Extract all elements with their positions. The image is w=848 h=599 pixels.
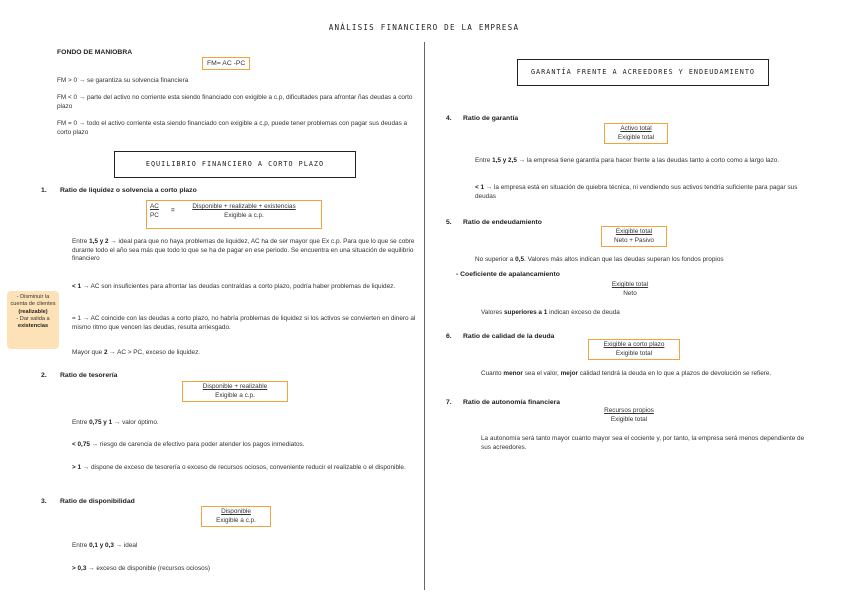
r5-sub-formula — [590, 281, 670, 298]
r4-den: Exigible total — [617, 133, 655, 141]
r1-equals: = — [171, 207, 175, 214]
r7-num: Recursos propios — [604, 407, 654, 414]
r1-number: 1. — [41, 187, 47, 194]
r4-num: Activo total — [620, 125, 652, 132]
r1-den: Exigible a c.p. — [224, 211, 264, 219]
r1-pc: PC — [150, 211, 159, 219]
r2-heading: Ratio de tesorería — [60, 372, 118, 379]
r2-den: Exigible a c.p. — [215, 391, 255, 399]
r4-p2: < 1 → la empresa está en situación de quiebra técnica, ni vendiendo sus activos tendría suficiente para pagar sus deudas — [475, 184, 798, 200]
r5-sub-num: Exigible total — [611, 281, 649, 288]
column-divider — [424, 42, 425, 590]
r2-formula-box — [182, 381, 288, 402]
r3-den: Exigible a c.p. — [216, 516, 256, 524]
r1-p4: Mayor que 2 → AC > PC, exceso de liquidez. — [72, 349, 201, 356]
fondo-line-2: FM < 0 → parte del activo no corriente esta siendo financiado con exigible a c.p, dificultades para afrontar ñas deudas a corto plazo — [57, 94, 413, 110]
fondo-formula: FM= AC -PC — [202, 57, 250, 70]
r6-heading: Ratio de calidad de la deuda — [463, 333, 555, 340]
r5-num: Exigible total — [615, 228, 653, 235]
page-title: ANÁLISIS FINANCIERO DE LA EMPRESA — [328, 23, 520, 32]
r6-number: 6. — [446, 333, 452, 340]
r3-p2: > 0,3 → exceso de disponible (recursos ociosos) — [72, 565, 211, 572]
r6-num: Exigible a corto plazo — [603, 341, 665, 348]
r7-heading: Ratio de autonomía financiera — [463, 399, 561, 406]
r5-p1: No superior a 0,5. Valores más altos indican que las deudas superan los fondos propios — [475, 256, 724, 263]
r1-num: Disponible + realizable + existencias — [192, 203, 296, 210]
r7-number: 7. — [446, 399, 452, 406]
r2-p1: Entre 0,75 y 1 → valor óptimo. — [72, 419, 159, 426]
r7-formula — [589, 407, 669, 424]
r4-heading: Ratio de garantía — [463, 115, 519, 122]
r1-p1: Entre 1,5 y 2 → ideal para que no haya problemas de liquidez, AC ha de ser mayor que Ex c.p. Para que lo que se cobre durante todo el año sea más que todo lo que se ha de pagar en ese periodo. Se encuentra en una situación de equilibrio financiero — [72, 238, 415, 263]
r6-p: Cuanto menor sea el valor, mejor calidad tendrá la deuda en lo que a plazos de devolución se refiere. — [481, 370, 772, 377]
sticky-note: - Disminuir la cuenta de clientes (realizable) - Dar salida a existencias — [7, 291, 59, 349]
r3-heading: Ratio de disponibilidad — [60, 498, 135, 505]
r6-formula-box — [588, 339, 680, 360]
r3-number: 3. — [41, 498, 47, 505]
r5-sub-den: Neto — [623, 289, 637, 297]
r1-formula-box — [146, 200, 322, 229]
r3-p1: Entre 0,1 y 0,3 → ideal — [72, 542, 138, 549]
r2-num: Disponible + realizable — [202, 383, 268, 390]
r7-den: Exigible total — [610, 415, 648, 423]
r1-p2: < 1 → AC son insuficientes para afrontar las deudas contraídas a corto plazo, podría haber problemas de liquidez. — [72, 283, 396, 290]
r3-formula-box — [201, 506, 271, 527]
r7-p: La autonomía será tanto mayor cuanto mayor sea el cociente y, por tanto, la empresa será menos dependiente de sus acreedores. — [481, 435, 805, 451]
r1-p3: = 1 → AC coincide con las deudas a corto plazo, no habría problemas de liquidez si los activos se convierten en dinero al mismo ritmo que vencen las deudas, resulta arriesgado. — [72, 315, 416, 331]
r2-p3: > 1 → dispone de exceso de tesorería o exceso de recursos ociosos, conveniente reducir el realizable o el disponible. — [72, 464, 406, 471]
r5-sub-p: Valores superiores a 1 indican exceso de deuda — [481, 309, 620, 316]
r5-sub-heading: - Coeficiente de apalancamiento — [456, 271, 560, 278]
r4-p1: Entre 1,5 y 2,5 → la empresa tiene garantía para hacer frente a las deudas tanto a corto como a largo lazo. — [475, 157, 780, 164]
r2-p2: < 0,75 → riesgo de carencia de efectivo para poder atender los pagos inmediatos. — [72, 441, 305, 448]
r5-number: 5. — [446, 219, 452, 226]
r1-heading: Ratio de liquidez o solvencia a corto plazo — [60, 187, 197, 194]
r5-heading: Ratio de endeudamiento — [463, 219, 542, 226]
r6-den: Exigible total — [615, 349, 653, 357]
r1-ac: AC — [150, 203, 159, 210]
r4-formula-box — [604, 123, 668, 144]
fondo-line-3: FM = 0 → todo el activo corriente esta siendo financiado con exigible a c.p, puede tener problemas con pagar sus deudas a corto plazo — [57, 120, 408, 136]
r3-num: Disponible — [221, 508, 251, 515]
r5-formula-box — [601, 226, 667, 247]
r4-number: 4. — [446, 115, 452, 122]
r5-den: Neto + Pasivo — [614, 236, 654, 244]
section-equilibrio: EQUILIBRIO FINANCIERO A CORTO PLAZO — [114, 151, 356, 178]
r2-number: 2. — [41, 372, 47, 379]
section-garantia: GARANTÍA FRENTE A ACREEDORES Y ENDEUDAMIENTO — [517, 59, 769, 86]
fondo-heading: FONDO DE MANIOBRA — [57, 49, 133, 56]
fondo-line-1: FM > 0 → se garantiza su solvencia financiera — [57, 77, 189, 84]
